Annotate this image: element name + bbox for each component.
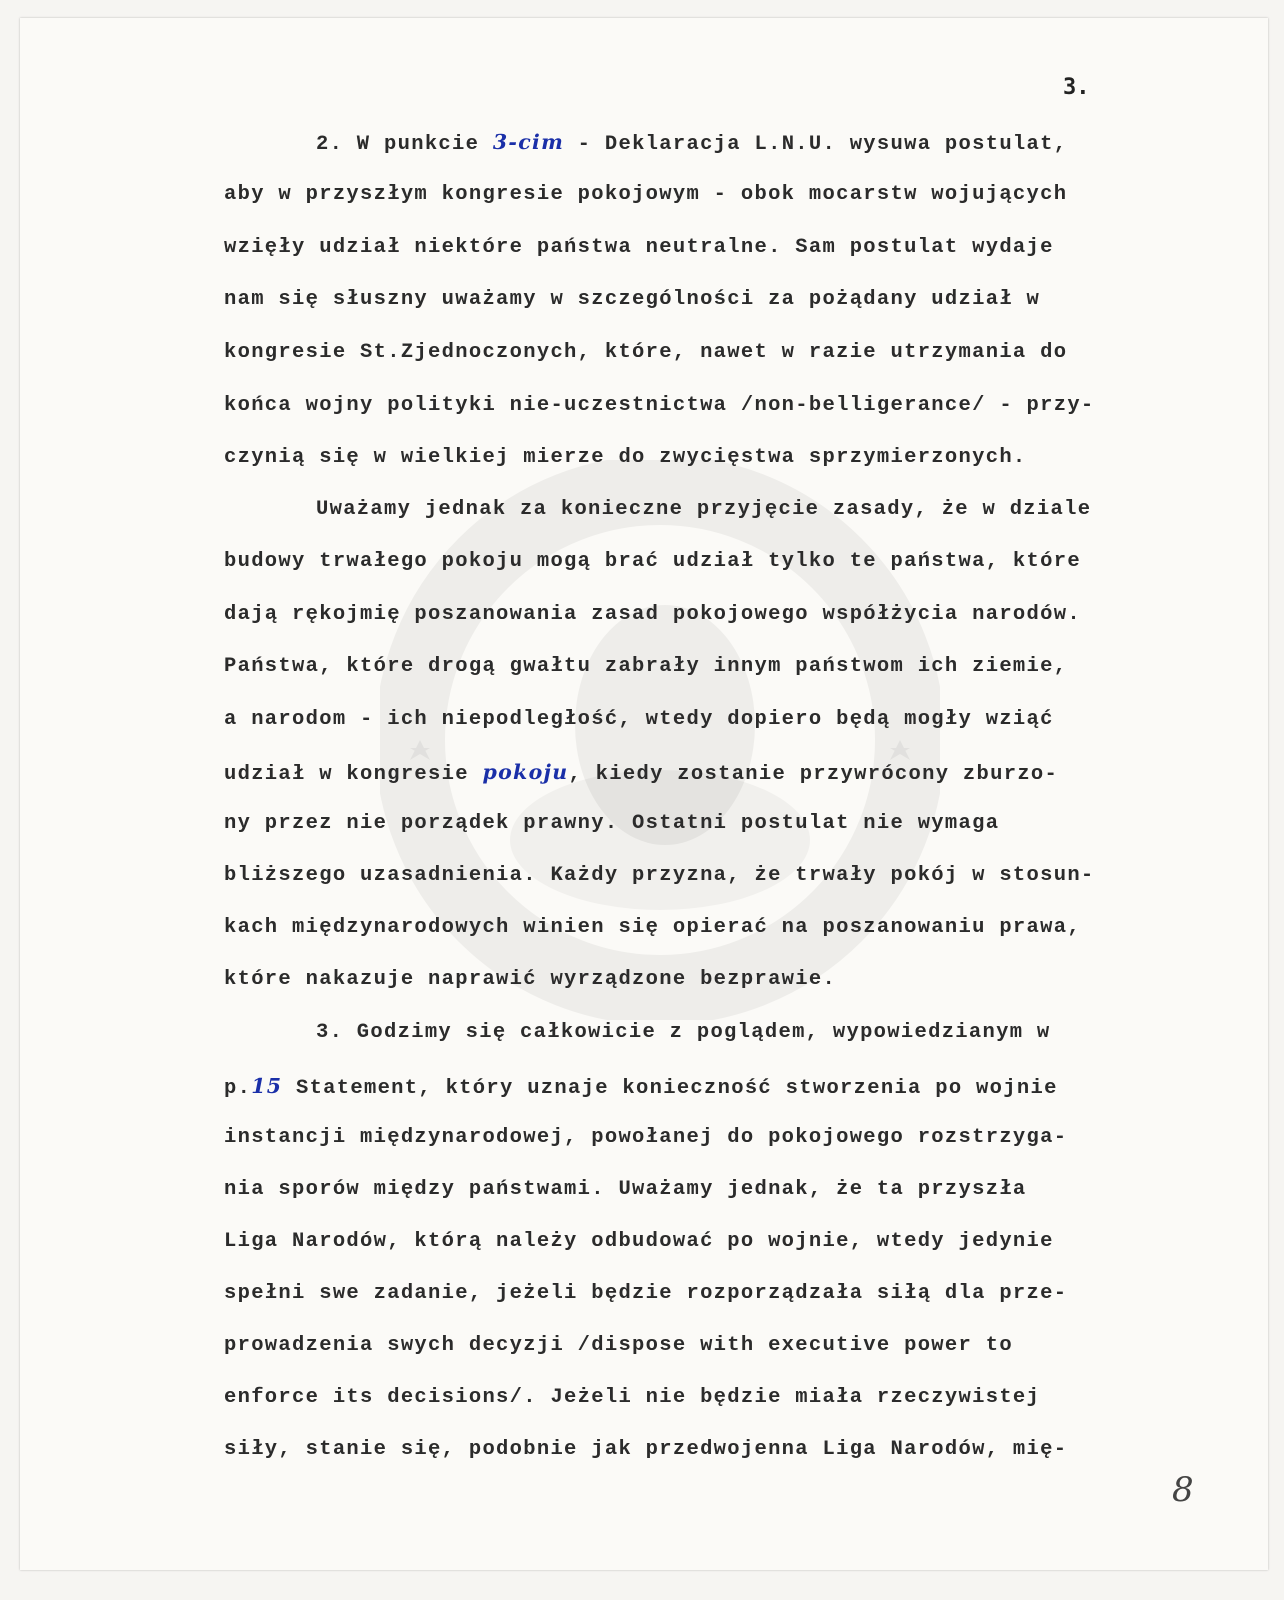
text-line: wzięły udział niektóre państwa neutralne. Sam postulat wydaje [224, 236, 1054, 259]
text-line: które nakazuje naprawić wyrządzone bezprawie. [224, 968, 837, 991]
handwritten-correction: 15 [251, 1074, 283, 1098]
typed-text: p. [224, 1077, 252, 1100]
text-line: instancji międzynarodowej, powołanej do pokojowego rozstrzyga- [224, 1126, 1068, 1149]
text-line: ny przez nie porządek prawny. Ostatni postulat nie wymaga [224, 812, 1000, 835]
text-line: bliższego uzasadnienia. Każdy przyzna, że trwały pokój w stosun- [224, 864, 1095, 887]
text-line: czynią się w wielkiej mierze do zwycięstwa sprzymierzonych. [224, 446, 1027, 469]
typed-text: , kiedy zostanie przywrócony zburzo- [568, 763, 1059, 786]
text-line [224, 760, 1058, 786]
handwritten-correction: 3-cim [492, 130, 565, 154]
text-line: końca wojny polityki nie-uczestnictwa /non-belligerance/ - przy- [224, 394, 1095, 417]
text-line: nia sporów między państwami. Uważamy jednak, że ta przyszła [224, 1178, 1027, 1201]
text-line: kach międzynarodowych winien się opierać na poszanowaniu prawa, [224, 916, 1081, 939]
text-line: dają rękojmię poszanowania zasad pokojowego współżycia narodów. [224, 603, 1081, 626]
handwritten-page-number: 8 [1172, 1470, 1194, 1510]
text-line: spełni swe zadanie, jeżeli będzie rozporządzała siłą dla prze- [224, 1282, 1068, 1305]
typed-text: Statement, który uznaje konieczność stworzenia po wojnie [282, 1077, 1058, 1100]
text-line: kongresie St.Zjednoczonych, które, nawet w razie utrzymania do [224, 341, 1068, 364]
text-line [224, 1074, 1058, 1100]
text-line: Państwa, które drogą gwałtu zabrały innym państwom ich ziemie, [224, 655, 1068, 678]
text-line: siły, stanie się, podobnie jak przedwojenna Liga Narodów, mię- [224, 1438, 1068, 1461]
text-line: 3. Godzimy się całkowicie z poglądem, wypowiedzianym w [316, 1021, 1051, 1044]
text-line: aby w przyszłym kongresie pokojowym - obok mocarstw wojujących [224, 183, 1068, 206]
text-line: nam się słuszny uważamy w szczególności za pożądany udział w [224, 288, 1041, 311]
handwritten-correction: pokoju [482, 760, 569, 784]
typed-text: 2. W punkcie [316, 133, 493, 156]
text-line: budowy trwałego pokoju mogą brać udział tylko te państwa, które [224, 550, 1081, 573]
typed-text: - Deklaracja L.N.U. wysuwa postulat, [564, 133, 1068, 156]
text-line: enforce its decisions/. Jeżeli nie będzie miała rzeczywistej [224, 1386, 1041, 1409]
typed-text: udział w kongresie [224, 763, 483, 786]
text-line: Liga Narodów, którą należy odbudować po wojnie, wtedy jedynie [224, 1230, 1054, 1253]
page-number: 3. [1063, 75, 1090, 100]
text-line: a narodom - ich niepodległość, wtedy dopiero będą mogły wziąć [224, 708, 1054, 731]
text-line [316, 130, 1067, 156]
text-line: Uważamy jednak za konieczne przyjęcie zasady, że w dziale [316, 498, 1092, 521]
text-line: prowadzenia swych decyzji /dispose with executive power to [224, 1334, 1013, 1357]
